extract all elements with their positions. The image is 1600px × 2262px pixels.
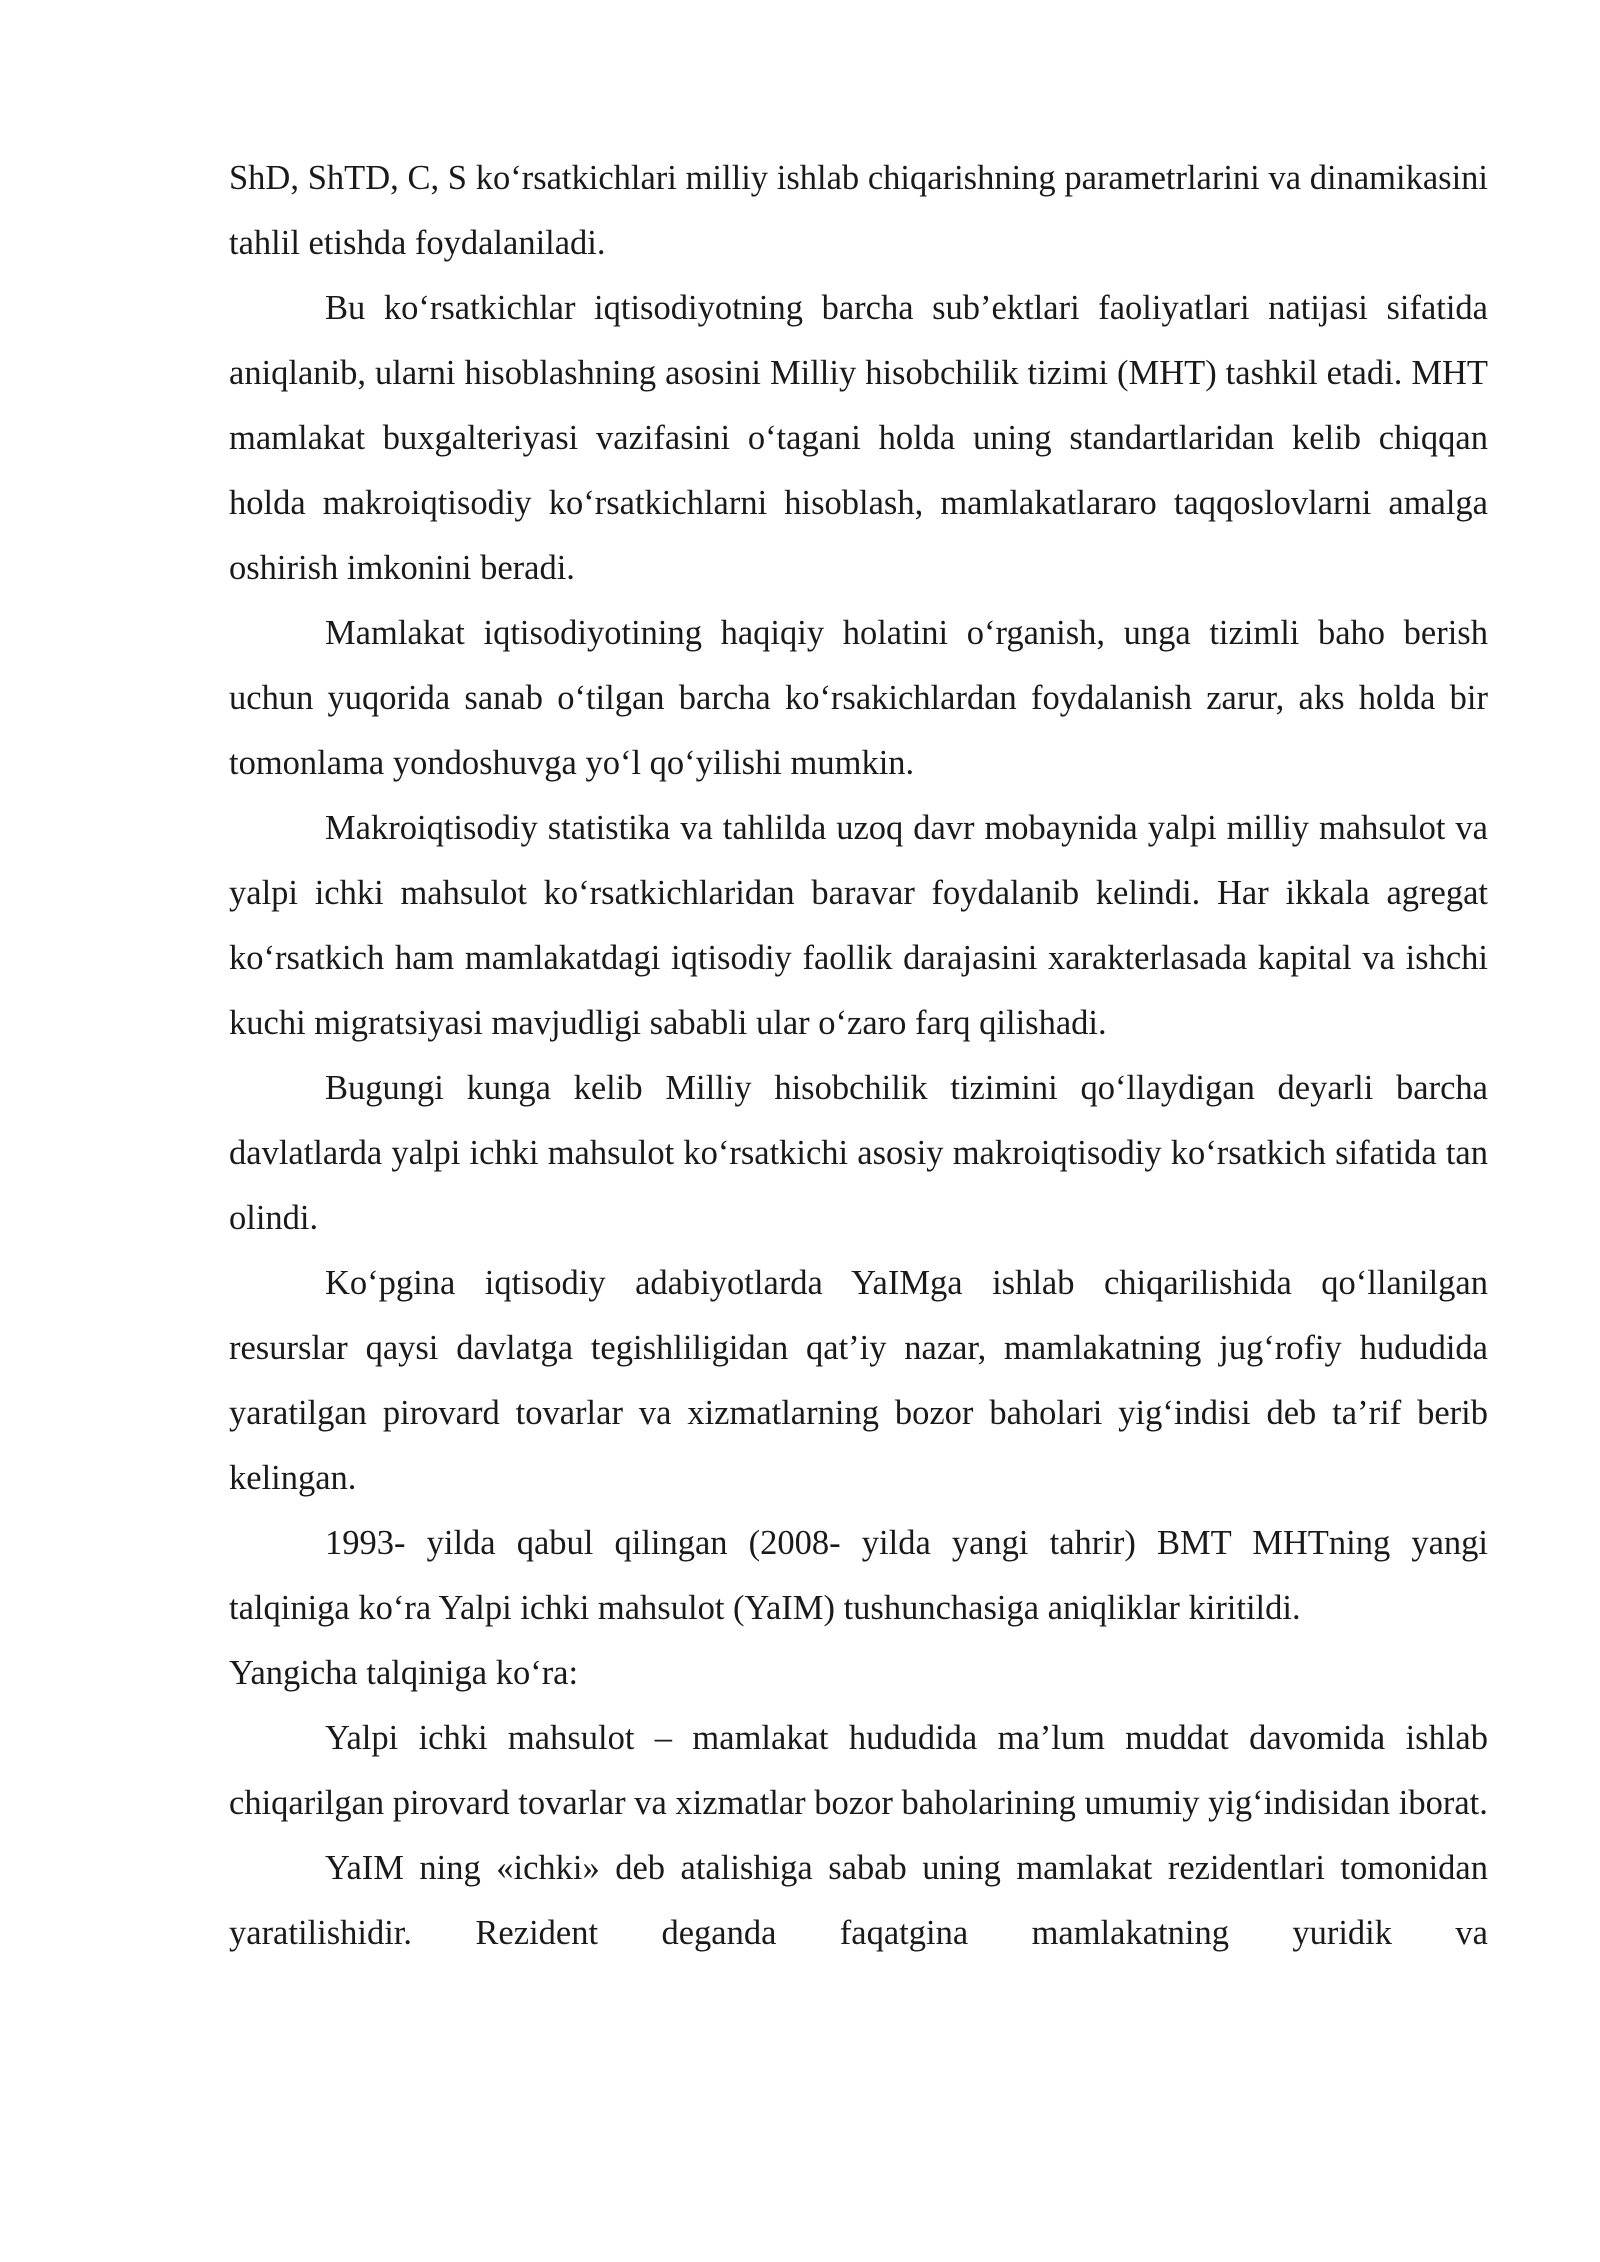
paragraph: Mamlakat iqtisodiyotining haqiqiy holatini o‘rganish, unga tizimli baho berish uchun yuqorida sanab o‘tilgan barcha ko‘rsakichlardan foydalanish zarur, aks holda bir tomonlama yondoshuvga yo‘l qo‘yilishi mumkin. <box>229 614 1488 782</box>
paragraph: Bu ko‘rsatkichlar iqtisodiyotning barcha sub’ektlari faoliyatlari natijasi sifatida aniqlanib, ularni hisoblashning asosini Milliy hisobchilik tizimi (MHT) tashkil etadi. MHT mamlakat buxgalteriyasi vazifasini o‘tagani holda uning standartlaridan kelib chiqqan holda makroiqtisodiy ko‘rsatkichlarni hisoblash, mamlakatlararo taqqoslovlarni amalga oshirish imkonini beradi. <box>229 289 1488 587</box>
paragraph: ShD, ShTD, C, S ko‘rsatkichlari milliy ishlab chiqarishning parametrlarini va dinamikasini tahlil etishda foydalaniladi. <box>229 159 1488 262</box>
paragraph: 1993- yilda qabul qilingan (2008- yilda yangi tahrir) BMT MHTning yangi talqiniga ko‘ra Yalpi ichki mahsulot (YaIM) tushunchasiga aniqliklar kiritildi. <box>229 1524 1488 1627</box>
paragraph: Yalpi ichki mahsulot – mamlakat hududida ma’lum muddat davomida ishlab chiqarilgan pirovard tovarlar va xizmatlar bozor baholarining umumiy yig‘indisidan iborat. <box>229 1719 1488 1822</box>
paragraph: Makroiqtisodiy statistika va tahlilda uzoq davr mobaynida yalpi milliy mahsulot va yalpi ichki mahsulot ko‘rsatkichlaridan baravar foydalanib kelindi. Har ikkala agregat ko‘rsatkich ham mamlakatdagi iqtisodiy faollik darajasini xarakterlasada kapital va ishchi kuchi migratsiyasi mavjudligi sababli ular o‘zaro farq qilishadi. <box>229 809 1488 1042</box>
paragraph: Ko‘pgina iqtisodiy adabiyotlarda YaIMga ishlab chiqarilishida qo‘llanilgan resurslar qaysi davlatga tegishliligidan qat’iy nazar, mamlakatning jug‘rofiy hududida yaratilgan pirovard tovarlar va xizmatlarning bozor baholari yig‘indisi deb ta’rif berib kelingan. <box>229 1264 1488 1497</box>
paragraph-last: YaIM ning «ichki» deb atalishiga sabab uning mamlakat rezidentlari tomonidan yaratilishidir. Rezident deganda faqatgina mamlakatning yuridik va <box>229 1849 1488 1952</box>
paragraph: Yangicha talqiniga ko‘ra: <box>229 1654 579 1692</box>
document-body <box>229 146 1488 1966</box>
paragraph: Bugungi kunga kelib Milliy hisobchilik tizimini qo‘llaydigan deyarli barcha davlatlarda yalpi ichki mahsulot ko‘rsatkichi asosiy makroiqtisodiy ko‘rsatkich sifatida tan olindi. <box>229 1069 1488 1237</box>
